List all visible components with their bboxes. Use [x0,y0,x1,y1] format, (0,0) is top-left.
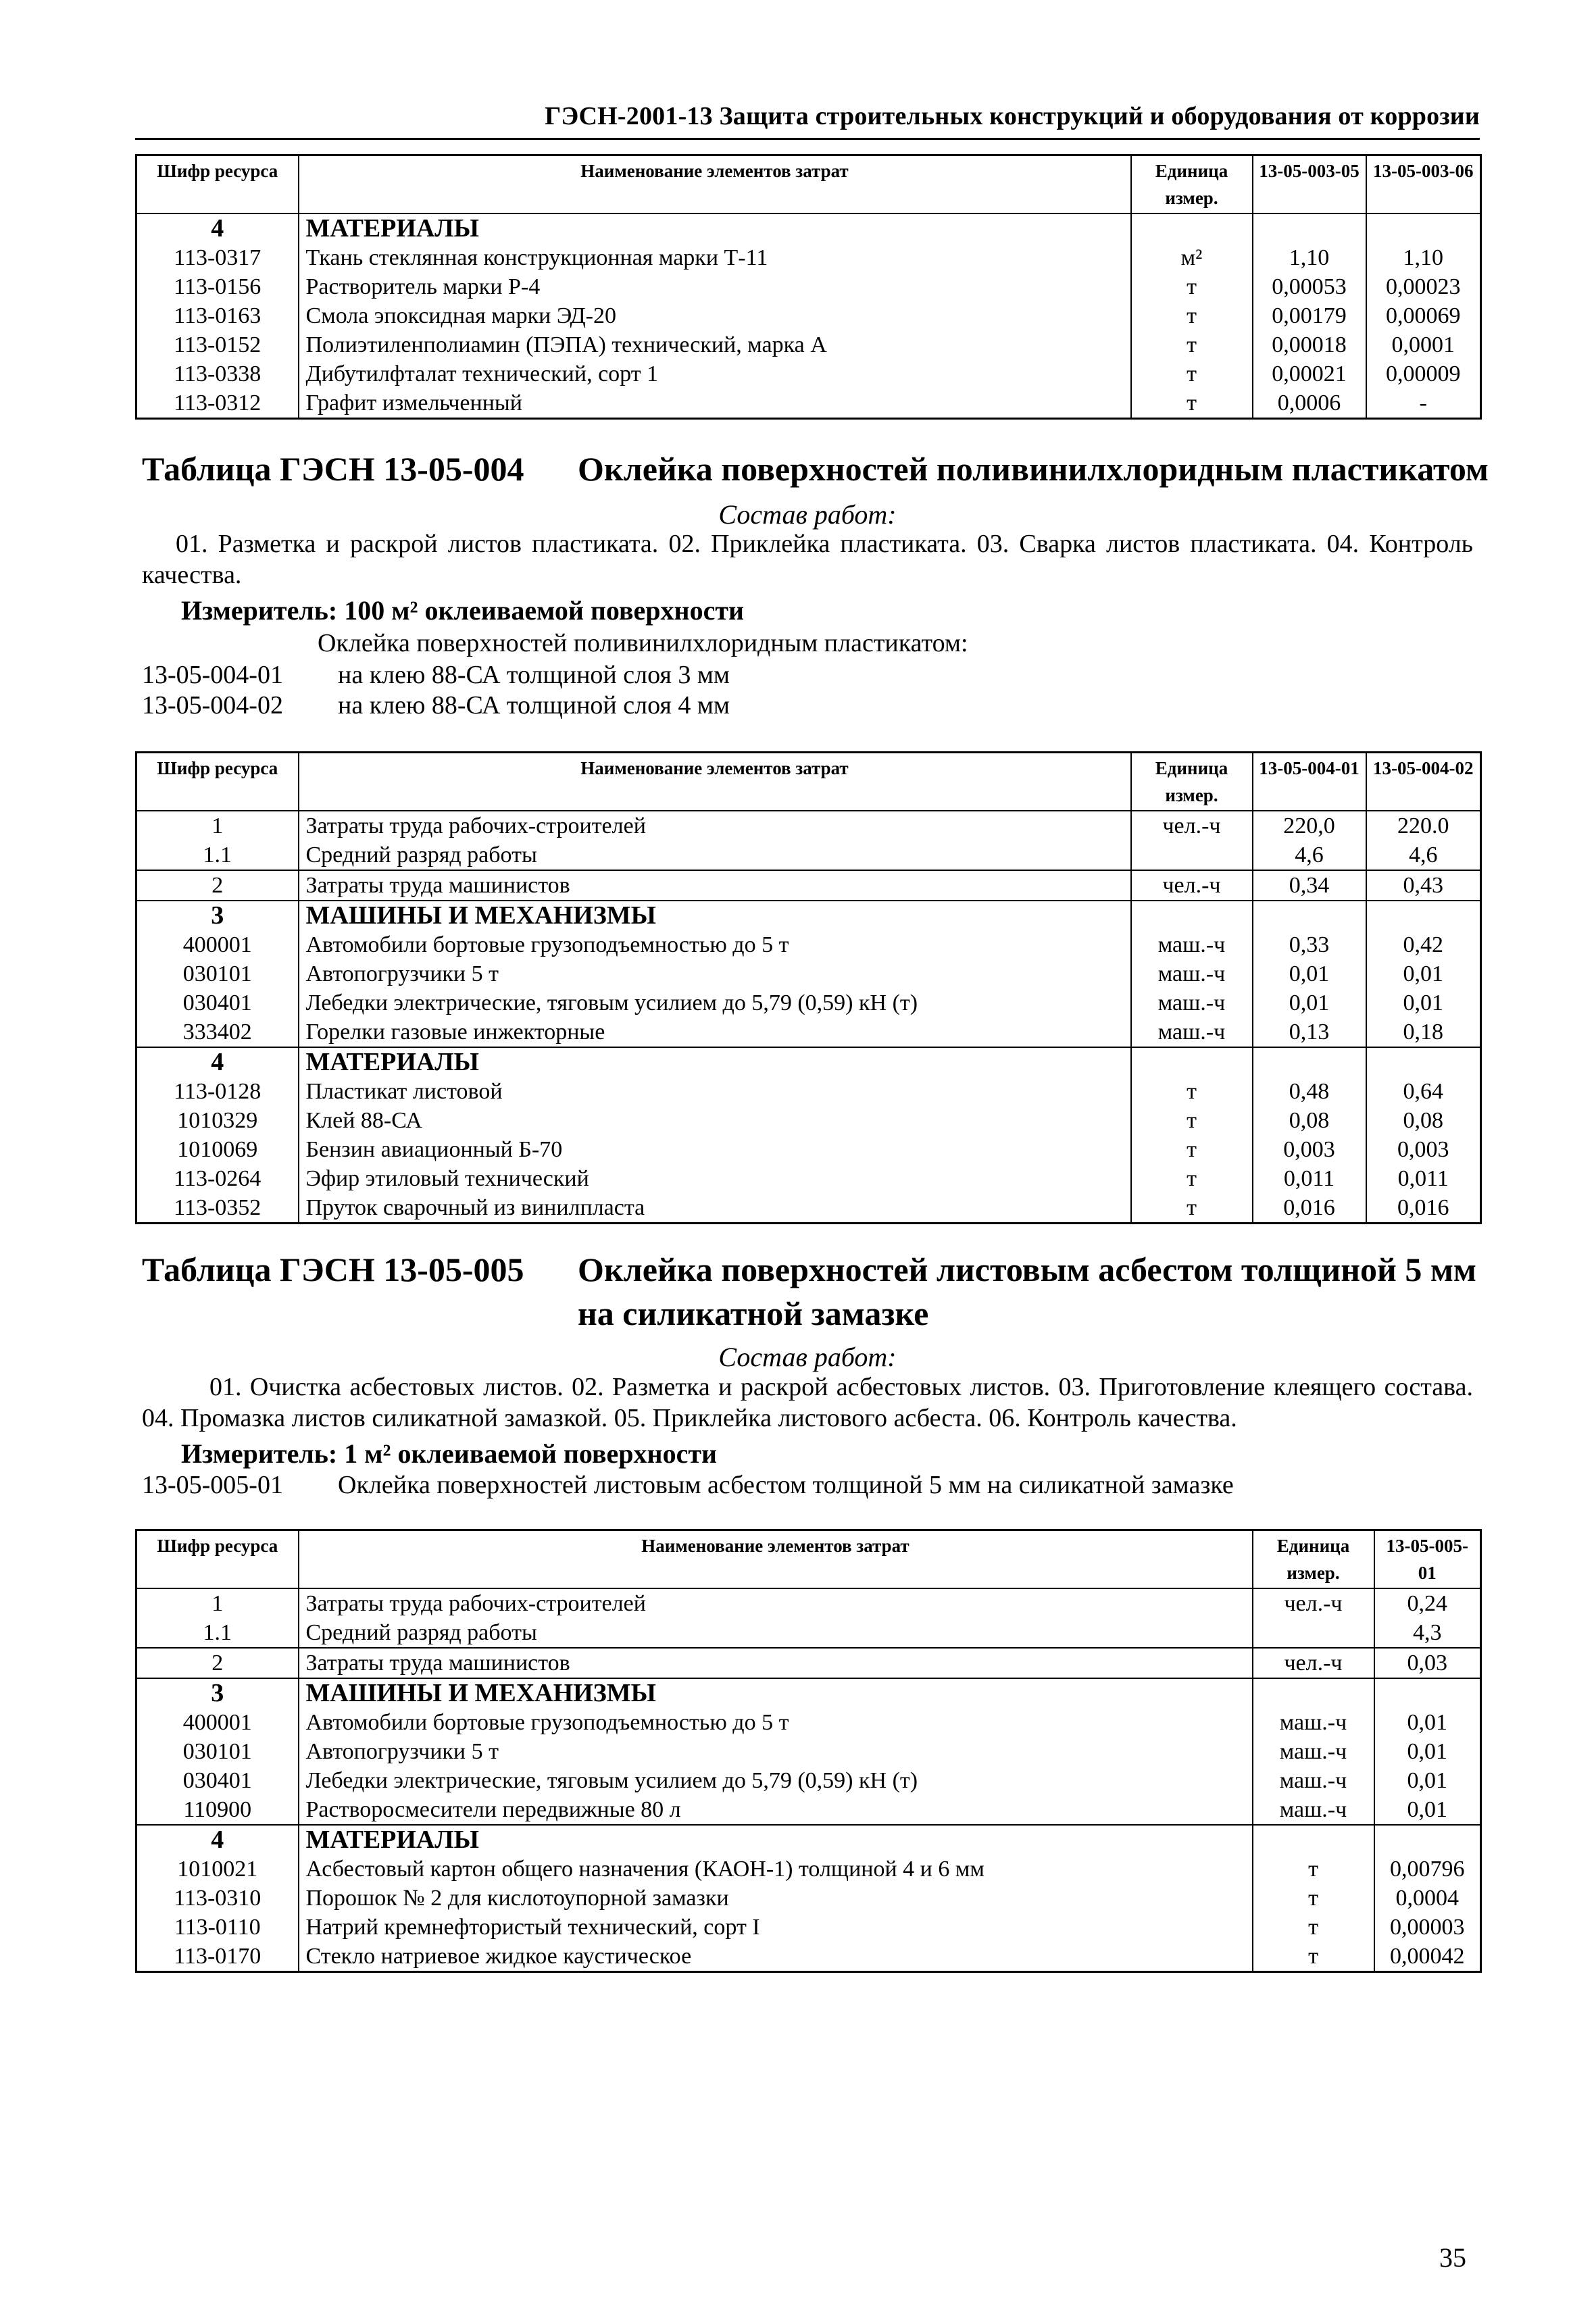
variant-1-value: 0,01 [1253,959,1366,988]
resource-code: 1010021 [136,1855,299,1884]
col-header-variant-2: 13-05-004-02 [1366,753,1481,811]
variant-1-value: 220,0 [1253,811,1366,840]
cost-element-name: Дибутилфталат технический, сорт 1 [299,359,1131,388]
header-rule [135,138,1480,140]
unit: маш.-ч [1253,1766,1374,1795]
unit [1253,1618,1374,1648]
composition-text-005: 01. Очистка асбестовых листов. 02. Разметка и раскрой асбестовых листов. 03. Приготовление клеящего состава. 04. Промазка листов силикатной замазкой. 05. Приклейка листового асбеста. 06. Контроль качества. [142,1373,1473,1432]
variant-1-value: 0,01 [1374,1737,1481,1766]
variant-2-value: 0,016 [1366,1193,1481,1224]
resource-code: 030101 [136,959,299,988]
variant-2-value: 0,01 [1366,988,1481,1017]
variant-2-value: 0,00023 [1366,272,1481,301]
resource-code: 1 [136,811,299,840]
table-005-title-line2: на силикатной замазке [578,1294,929,1332]
variant-1-value: 0,00179 [1253,301,1366,330]
measure-005: Измеритель: 1 м² оклеиваемой поверхности [181,1438,718,1469]
table-row [136,811,1481,840]
col-header-code: Шифр ресурса [136,753,299,811]
unit [1253,1678,1374,1708]
resource-code: 113-0352 [136,1193,299,1224]
resource-code: 113-0310 [136,1884,299,1913]
cost-element-name: Стекло натриевое жидкое каустическое [299,1942,1253,1972]
section-row [136,901,1481,930]
variant-2-value: 0,011 [1366,1164,1481,1193]
variant-1-value: 0,08 [1253,1106,1366,1135]
table-body [136,213,1481,419]
variant-1-value: 0,016 [1253,1193,1366,1224]
variant-2-value: 0,00069 [1366,301,1481,330]
unit: т [1131,388,1253,419]
resource-code: 1 [136,1588,299,1618]
table-row [136,1135,1481,1164]
table-row [136,1077,1481,1106]
table-row [136,1855,1481,1884]
cost-element-name: Бензин авиационный Б-70 [299,1135,1131,1164]
table-row [136,1017,1481,1047]
table-row [136,1588,1481,1618]
variant-1-value: 0,33 [1253,930,1366,959]
variant-1-value: 1,10 [1253,243,1366,272]
cost-element-name: Средний разряд работы [299,1618,1253,1648]
table-row [136,330,1481,359]
table-row [136,1766,1481,1795]
measure-004: Измеритель: 100 м² оклеиваемой поверхности [181,595,745,626]
variant-1-value: 0,13 [1253,1017,1366,1047]
item-code-004-01: 13-05-004-01 [142,661,283,689]
cost-element-name: Пластикат листовой [299,1077,1131,1106]
cost-element-name: Затраты труда машинистов [299,870,1131,901]
resource-code: 4 [136,1047,299,1077]
cost-element-name: МАШИНЫ И МЕХАНИЗМЫ [299,1678,1253,1708]
subtitle-004: Оклейка поверхностей поливинилхлоридным пластикатом: [318,629,968,657]
col-header-unit: Единица измер. [1131,753,1253,811]
table-row [136,988,1481,1017]
cost-element-name: Графит измельченный [299,388,1131,419]
table-row [136,930,1481,959]
cost-element-name: Автопогрузчики 5 т [299,1737,1253,1766]
variant-1-value: 0,00018 [1253,330,1366,359]
item-code-005-01: 13-05-005-01 [142,1471,283,1499]
table-body [136,1588,1481,1972]
page-number: 35 [1439,2242,1466,2273]
cost-element-name: Порошок № 2 для кислотоупорной замазки [299,1884,1253,1913]
resource-code: 113-0170 [136,1942,299,1972]
variant-2-value: - [1366,388,1481,419]
unit: т [1253,1942,1374,1972]
variant-1-value: 0,00003 [1374,1913,1481,1942]
variant-2-value: 0,43 [1366,870,1481,901]
unit: т [1131,1106,1253,1135]
resource-code: 3 [136,1678,299,1708]
table-row [136,213,1481,243]
unit: т [1131,1135,1253,1164]
variant-1-value: 0,011 [1253,1164,1366,1193]
table-005-title-line1: Оклейка поверхностей листовым асбестом толщиной 5 мм [578,1251,1476,1288]
resource-code: 030401 [136,988,299,1017]
resource-code: 333402 [136,1017,299,1047]
resource-code: 1.1 [136,840,299,870]
unit [1131,213,1253,243]
composition-text-004: 01. Разметка и раскрой листов пластиката. 02. Приклейка пластиката. 03. Сварка листов пластиката. 04. Контроль качества. [142,530,1473,589]
col-header-code: Шифр ресурса [136,155,299,214]
variant-1-value: 4,6 [1253,840,1366,870]
composition-label-005: Состав работ: [718,1342,897,1372]
variant-2-value: 4,6 [1366,840,1481,870]
variant-1-value: 0,00053 [1253,272,1366,301]
unit: т [1131,1077,1253,1106]
unit: чел.-ч [1253,1648,1374,1678]
resource-code: 1010329 [136,1106,299,1135]
table-row [136,1913,1481,1942]
variant-1-value: 0,0006 [1253,388,1366,419]
variant-1-value: 0,00042 [1374,1942,1481,1972]
variant-1-value: 0,24 [1374,1588,1481,1618]
unit: т [1131,1164,1253,1193]
variant-1-value: 0,48 [1253,1077,1366,1106]
cost-element-name: Растворитель марки Р-4 [299,272,1131,301]
unit: маш.-ч [1131,1017,1253,1047]
resource-code: 113-0152 [136,330,299,359]
variant-1-value [1253,213,1366,243]
unit: чел.-ч [1131,870,1253,901]
variant-2-value: 0,00009 [1366,359,1481,388]
table-row [136,359,1481,388]
variant-2-value [1366,1047,1481,1077]
cost-element-name: Клей 88-СА [299,1106,1131,1135]
variant-1-value: 0,01 [1374,1766,1481,1795]
section-row [136,1825,1481,1855]
cost-element-name: Пруток сварочный из винилпласта [299,1193,1131,1224]
item-text-004-02: на клею 88-СА толщиной слоя 4 мм [338,691,730,720]
col-header-name: Наименование элементов затрат [299,155,1131,214]
resource-code: 113-0163 [136,301,299,330]
cost-element-name: Затраты труда машинистов [299,1648,1253,1678]
variant-2-value: 0,08 [1366,1106,1481,1135]
item-text-004-01: на клею 88-СА толщиной слоя 3 мм [338,661,730,689]
table-row [136,959,1481,988]
unit: т [1131,330,1253,359]
resource-code: 113-0312 [136,388,299,419]
resource-table-003 [135,154,1482,420]
variant-1-value: 4,3 [1374,1618,1481,1648]
unit: м² [1131,243,1253,272]
table-row [136,1737,1481,1766]
unit: маш.-ч [1253,1795,1374,1825]
table-row [136,388,1481,419]
variant-1-value: 0,00021 [1253,359,1366,388]
running-head: ГЭСН-2001-13 Защита строительных конструкций и оборудования от коррозии [545,102,1480,130]
col-header-unit: Единица измер. [1253,1530,1374,1589]
resource-code: 4 [136,1825,299,1855]
table-row [136,1193,1481,1224]
table-row [136,243,1481,272]
unit: т [1131,359,1253,388]
variant-1-value [1374,1678,1481,1708]
variant-1-value: 0,01 [1253,988,1366,1017]
table-row [136,301,1481,330]
resource-table-004 [135,751,1482,1224]
item-code-004-02: 13-05-004-02 [142,691,283,720]
variant-1-value [1253,901,1366,930]
col-header-variant-1: 13-05-003-05 [1253,155,1366,214]
table-row [136,1618,1481,1648]
item-text-005-01: Оклейка поверхностей листовым асбестом толщиной 5 мм на силикатной замазке [338,1471,1234,1499]
cost-element-name: Затраты труда рабочих-строителей [299,1588,1253,1618]
variant-2-value: 0,42 [1366,930,1481,959]
variant-1-value: 0,01 [1374,1795,1481,1825]
cost-element-name: МАТЕРИАЛЫ [299,1047,1131,1077]
resource-table-005 [135,1529,1482,1973]
unit: чел.-ч [1253,1588,1374,1618]
table-004-title: Оклейка поверхностей поливинилхлоридным пластикатом [578,450,1489,488]
resource-code: 113-0156 [136,272,299,301]
table-row [136,1942,1481,1972]
variant-2-value: 0,003 [1366,1135,1481,1164]
col-header-name: Наименование элементов затрат [299,1530,1253,1589]
unit [1253,1825,1374,1855]
resource-code: 4 [136,213,299,243]
section-row [136,1678,1481,1708]
unit: маш.-ч [1131,959,1253,988]
variant-1-value: 0,01 [1374,1708,1481,1737]
unit [1131,1047,1253,1077]
resource-code: 113-0264 [136,1164,299,1193]
variant-1-value: 0,03 [1374,1648,1481,1678]
cost-element-name: Средний разряд работы [299,840,1131,870]
composition-label-004: Состав работ: [718,499,897,530]
variant-1-value [1253,1047,1366,1077]
cost-element-name: Автопогрузчики 5 т [299,959,1131,988]
resource-code: 3 [136,901,299,930]
variant-2-value [1366,213,1481,243]
unit: маш.-ч [1253,1737,1374,1766]
cost-element-name: МАШИНЫ И МЕХАНИЗМЫ [299,901,1131,930]
variant-1-value: 0,00796 [1374,1855,1481,1884]
unit [1131,901,1253,930]
cost-element-name: Горелки газовые инжекторные [299,1017,1131,1047]
resource-code: 2 [136,870,299,901]
col-header-variant-1: 13-05-004-01 [1253,753,1366,811]
col-header-variant-2: 13-05-003-06 [1366,155,1481,214]
resource-code: 030401 [136,1766,299,1795]
cost-element-name: Натрий кремнефтористый технический, сорт I [299,1913,1253,1942]
col-header-variant-1: 13-05-005-01 [1374,1530,1481,1589]
variant-1-value: 0,003 [1253,1135,1366,1164]
table-005-code: Таблица ГЭСН 13-05-005 [142,1251,524,1288]
table-row [136,840,1481,870]
table-004-code: Таблица ГЭСН 13-05-004 [142,450,524,488]
resource-code: 110900 [136,1795,299,1825]
variant-2-value: 220.0 [1366,811,1481,840]
variant-1-value: 0,0004 [1374,1884,1481,1913]
unit: т [1253,1913,1374,1942]
unit: т [1131,301,1253,330]
table-row [136,1164,1481,1193]
cost-element-name: Растворосмесители передвижные 80 л [299,1795,1253,1825]
resource-code: 113-0317 [136,243,299,272]
table-row [136,1106,1481,1135]
variant-2-value: 0,01 [1366,959,1481,988]
resource-code: 113-0110 [136,1913,299,1942]
table-body [136,811,1481,1224]
variant-2-value [1366,901,1481,930]
table-row [136,1708,1481,1737]
cost-element-name: Ткань стеклянная конструкционная марки Т-11 [299,243,1131,272]
resource-code: 2 [136,1648,299,1678]
resource-code: 113-0128 [136,1077,299,1106]
table-row [136,1795,1481,1825]
cost-element-name: МАТЕРИАЛЫ [299,213,1131,243]
variant-2-value: 0,64 [1366,1077,1481,1106]
cost-element-name: Смола эпоксидная марки ЭД-20 [299,301,1131,330]
unit: т [1131,1193,1253,1224]
resource-code: 400001 [136,930,299,959]
cost-element-name: Эфир этиловый технический [299,1164,1131,1193]
variant-1-value: 0,34 [1253,870,1366,901]
resource-code: 113-0338 [136,359,299,388]
cost-element-name: Асбестовый картон общего назначения (КАОН-1) толщиной 4 и 6 мм [299,1855,1253,1884]
resource-code: 1.1 [136,1618,299,1648]
unit: маш.-ч [1253,1708,1374,1737]
unit: т [1131,272,1253,301]
table-row [136,272,1481,301]
variant-2-value: 0,18 [1366,1017,1481,1047]
cost-element-name: Лебедки электрические, тяговым усилием до 5,79 (0,59) кН (т) [299,988,1131,1017]
cost-element-name: Автомобили бортовые грузоподъемностью до 5 т [299,930,1131,959]
unit: т [1253,1884,1374,1913]
resource-code: 1010069 [136,1135,299,1164]
unit [1131,840,1253,870]
table-row [136,1648,1481,1678]
resource-code: 400001 [136,1708,299,1737]
variant-1-value [1374,1825,1481,1855]
cost-element-name: Полиэтиленполиамин (ПЭПА) технический, марка А [299,330,1131,359]
col-header-code: Шифр ресурса [136,1530,299,1589]
cost-element-name: Затраты труда рабочих-строителей [299,811,1131,840]
col-header-name: Наименование элементов затрат [299,753,1131,811]
cost-element-name: МАТЕРИАЛЫ [299,1825,1253,1855]
cost-element-name: Лебедки электрические, тяговым усилием до 5,79 (0,59) кН (т) [299,1766,1253,1795]
unit: т [1253,1855,1374,1884]
col-header-unit: Единица измер. [1131,155,1253,214]
variant-2-value: 0,0001 [1366,330,1481,359]
variant-2-value: 1,10 [1366,243,1481,272]
unit: маш.-ч [1131,930,1253,959]
cost-element-name: Автомобили бортовые грузоподъемностью до 5 т [299,1708,1253,1737]
table-row [136,1884,1481,1913]
unit: маш.-ч [1131,988,1253,1017]
table-row [136,870,1481,901]
unit: чел.-ч [1131,811,1253,840]
resource-code: 030101 [136,1737,299,1766]
section-row [136,1047,1481,1077]
